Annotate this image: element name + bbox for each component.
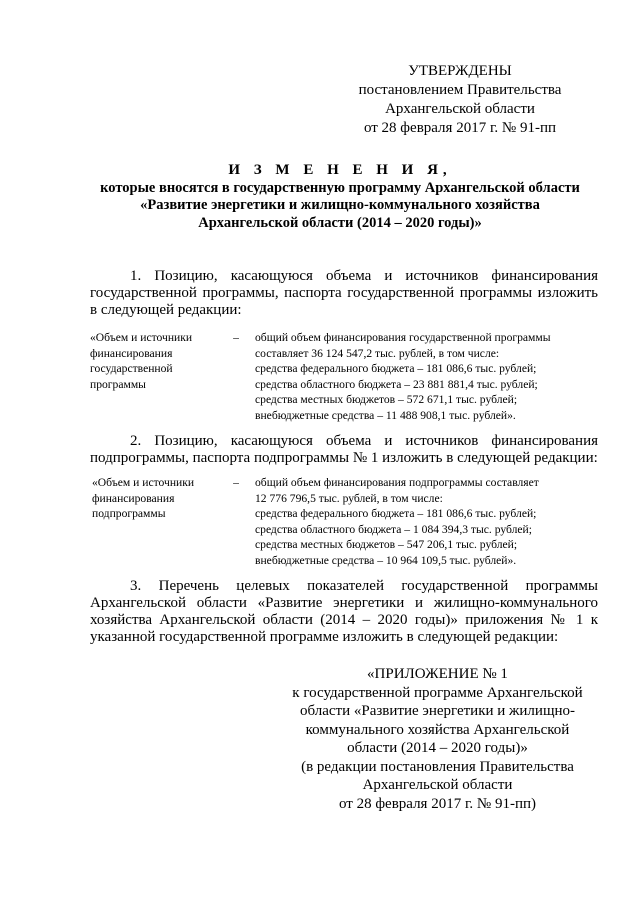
funding-block-program (90, 330, 598, 425)
approved-by: постановлением Правительства (358, 82, 562, 98)
funding-value-line: средства областного бюджета – 23 881 881,4 тыс. рублей; (255, 377, 538, 391)
funding-value-line: средства федерального бюджета – 181 086,6 тыс. рублей; (255, 507, 537, 520)
appendix-line-6: (в редакции постановления Правительства (301, 758, 574, 775)
funding-values (255, 330, 600, 423)
subprogram-funding-label (92, 475, 222, 522)
funding-label-line: подпрограммы (92, 507, 166, 520)
approved-date: от 28 февраля 2017 г. № 91-пп (363, 120, 557, 136)
item-1-text: 1. Позицию, касающуюся объема и источников финансирования государственной программы, паспорта государственной программы изложить в следующей редакции: (90, 268, 598, 318)
funding-label (90, 330, 220, 392)
funding-label-line: «Объем и источники (92, 476, 195, 489)
funding-value-line: средства местных бюджетов – 547 206,1 тыс. рублей; (255, 538, 518, 551)
funding-value-line: внебюджетные средства – 11 488 908,1 тыс. рублей». (255, 408, 516, 422)
subprogram-funding-dash: – (233, 476, 239, 489)
funding-value-line: средства местных бюджетов – 572 671,1 тыс. рублей; (255, 393, 518, 406)
title-line-3: Архангельской области (2014 – 2020 годы)» (198, 214, 482, 231)
appendix-line-1: «ПРИЛОЖЕНИЕ № 1 (367, 666, 508, 682)
funding-label-line: «Объем и источники (90, 331, 193, 344)
item-2-text: 2. Позицию, касающуюся объема и источников финансирования подпрограммы, паспорта подпрограммы № 1 изложить в следующей редакции: (90, 433, 598, 466)
funding-value-line: общий объем финансирования подпрограммы составляет (255, 476, 539, 489)
funding-label-line: программы (90, 377, 146, 391)
item-2-paragraph (90, 433, 598, 467)
appendix-line-5: области (2014 – 2020 годы)» (347, 740, 528, 756)
appendix-line-4: коммунального хозяйства Архангельской (305, 721, 570, 738)
approval-stamp (330, 62, 590, 138)
funding-block-subprogram (90, 475, 598, 570)
funding-value-line: внебюджетные средства – 10 964 109,5 тыс. рублей». (255, 553, 517, 567)
funding-value-line: составляет 36 124 547,2 тыс. рублей, в том числе: (255, 346, 500, 360)
document-title (60, 162, 620, 232)
funding-value-line: 12 776 796,5 тыс. рублей, в том числе: (255, 491, 443, 505)
appendix-line-2: к государственной программе Архангельской (292, 684, 583, 701)
appendix-heading (275, 665, 600, 813)
funding-label-line: финансирования (92, 491, 175, 505)
subprogram-funding-values (255, 475, 600, 568)
funding-dash: – (233, 331, 239, 344)
funding-value-line: средства федерального бюджета – 181 086,6 тыс. рублей; (255, 362, 537, 375)
item-3-text: 3. Перечень целевых показателей государственной программы Архангельской области «Развитие энергетики и жилищно-коммунального хозяйства Архангельской области (2014 – 2020 годы)» приложения № 1 к указанной государственной программе изложить в следующей редакции: (90, 578, 598, 645)
item-1-paragraph (90, 268, 598, 319)
title-line-2: «Развитие энергетики и жилищно-коммунального хозяйства (140, 197, 540, 213)
funding-label-line: финансирования (90, 346, 173, 360)
appendix-line-8: от 28 февраля 2017 г. № 91-пп) (338, 795, 537, 812)
title-heading: И З М Е Н Е Н И Я, (228, 162, 452, 178)
appendix-line-3: области «Развитие энергетики и жилищно- (299, 703, 576, 719)
approved-heading: УТВЕРЖДЕНЫ (408, 63, 512, 79)
title-line-1: которые вносятся в государственную программу Архангельской области (100, 179, 580, 196)
item-3-paragraph (90, 578, 598, 646)
funding-value-line: средства областного бюджета – 1 084 394,3 тыс. рублей; (255, 522, 532, 536)
funding-value-line: общий объем финансирования государственной программы (255, 331, 551, 344)
approved-region: Архангельской области (385, 101, 535, 117)
appendix-line-7: Архангельской области (362, 777, 513, 793)
funding-label-line: государственной (90, 362, 173, 375)
